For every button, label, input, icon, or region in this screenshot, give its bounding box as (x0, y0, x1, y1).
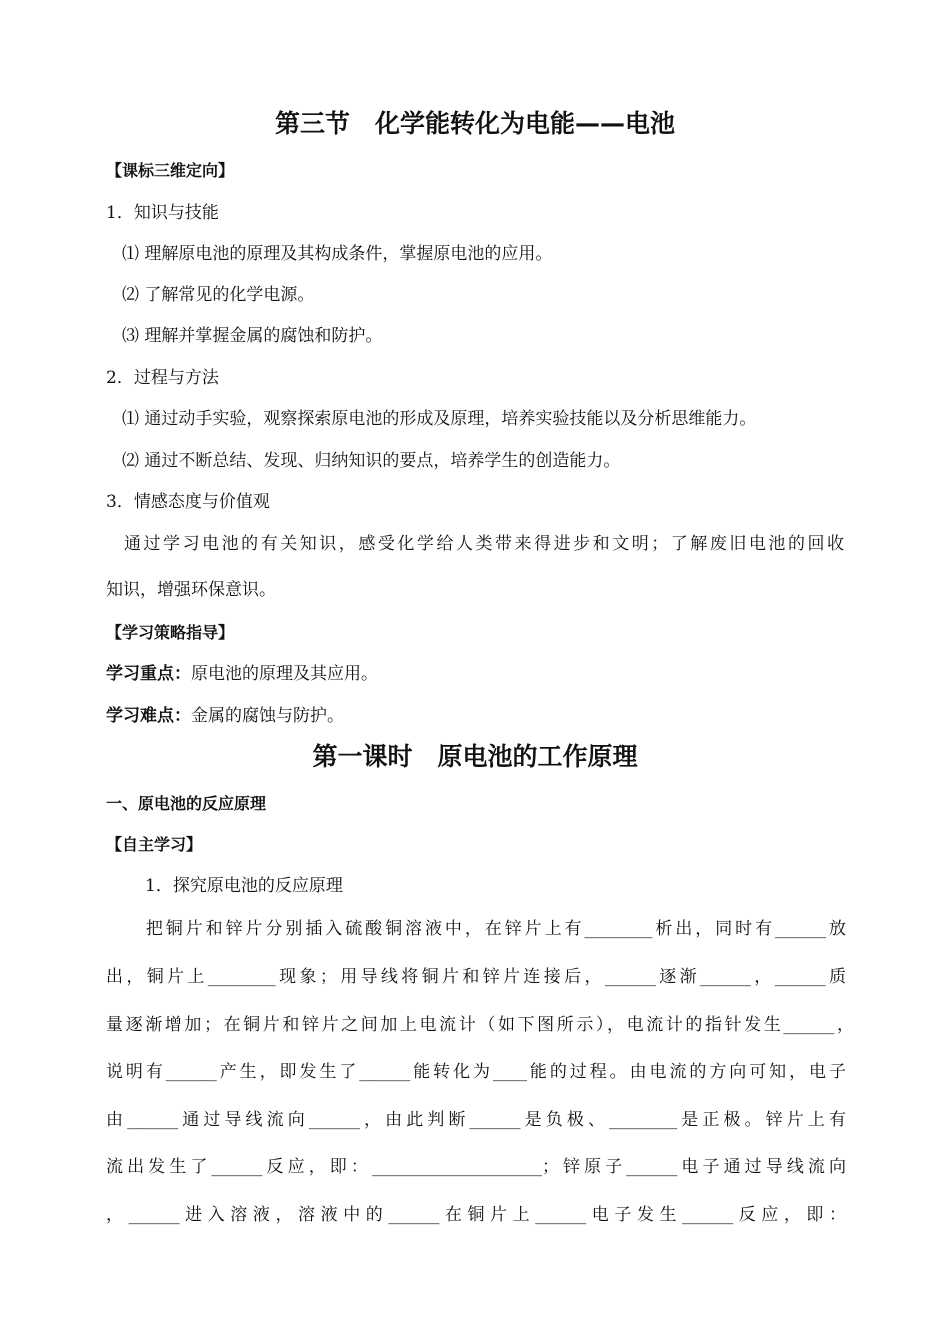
item-emotion-values: 3．情感态度与价值观 (106, 492, 270, 512)
fill-blank-line-6: 流出发生了______反应，即：____________________；锌原子______电子通过导线流向 (106, 1157, 846, 1177)
subitem-k2-1: ⑴ 通过动手实验，观察探索原电池的形成及原理，培养实验技能以及分析思维能力。 (122, 409, 757, 429)
difficult-point-label: 学习难点： (106, 706, 191, 726)
subitem-k2-2: ⑵ 通过不断总结、发现、归纳知识的要点，培养学生的创造能力。 (122, 451, 621, 471)
key-point-text: 原电池的原理及其应用。 (191, 664, 378, 684)
key-point-line (106, 662, 846, 686)
item-knowledge-skills: 1．知识与技能 (106, 203, 219, 223)
paragraph-k3-line2: 知识，增强环保意识。 (106, 580, 276, 600)
difficult-point-text: 金属的腐蚀与防护。 (191, 706, 344, 726)
fill-blank-line-3: 量逐渐增加；在铜片和锌片之间加上电流计（如下图所示），电流计的指针发生______， (106, 1015, 854, 1035)
heading-celue: 【学习策略指导】 (106, 623, 235, 642)
fill-blank-line-2: 出，铜片上________现象；用导线将铜片和锌片连接后，______逐渐______，______质 (106, 967, 846, 987)
subitem-k1-1: ⑴ 理解原电池的原理及其构成条件，掌握原电池的应用。 (122, 244, 553, 264)
section-title: 第三节 化学能转化为电能——电池 (274, 109, 675, 138)
heading-kebiao: 【课标三维定向】 (106, 161, 235, 180)
subitem-k1-3: ⑶ 理解并掌握金属的腐蚀和防护。 (122, 326, 383, 346)
heading-zizhu: 【自主学习】 (106, 835, 203, 854)
fill-blank-line-4: 说明有______产生，即发生了______能转化为____能的过程。由电流的方向可知，电子 (106, 1062, 846, 1082)
item-explore-principle: 1．探究原电池的反应原理 (145, 876, 343, 896)
subitem-k1-2: ⑵ 了解常见的化学电源。 (122, 285, 315, 305)
fill-blank-line-1: 把铜片和锌片分别插入硫酸铜溶液中，在锌片上有________析出，同时有______放 (106, 919, 846, 939)
paragraph-k3-line1: 通过学习电池的有关知识，感受化学给人类带来得进步和文明；了解废旧电池的回收 (124, 534, 844, 554)
lesson-title: 第一课时 原电池的工作原理 (312, 742, 638, 771)
fill-blank-line-7: ，______进入溶液，溶液中的______在铜片上______电子发生______反应，即： (106, 1205, 846, 1225)
key-point-label: 学习重点： (106, 664, 191, 684)
difficult-point-line (106, 704, 846, 728)
item-process-method: 2．过程与方法 (106, 368, 219, 388)
heading-section-one: 一、原电池的反应原理 (106, 794, 267, 813)
fill-blank-line-5: 由______通过导线流向______，由此判断______是负极、________是正极。锌片上有 (106, 1110, 846, 1130)
